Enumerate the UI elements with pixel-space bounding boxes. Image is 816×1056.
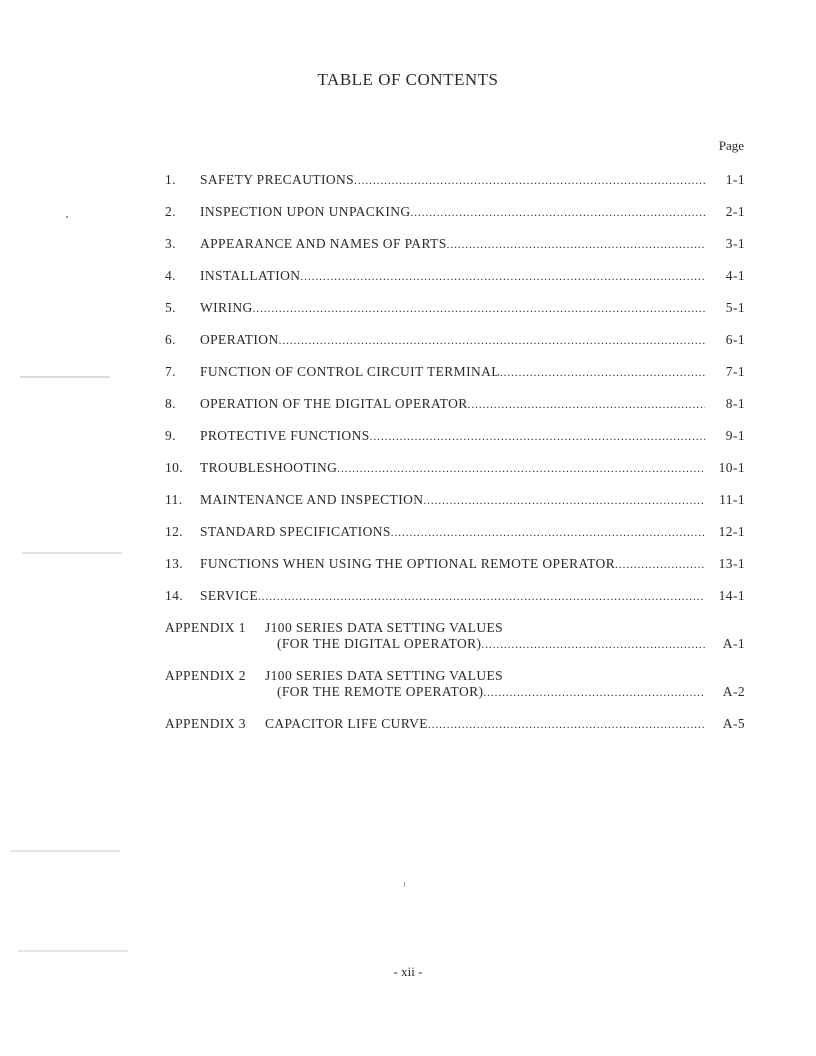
toc-entry-title: MAINTENANCE AND INSPECTION bbox=[200, 492, 424, 507]
appendix-title-line2: (FOR THE REMOTE OPERATOR) bbox=[277, 684, 484, 699]
toc-entry bbox=[165, 428, 745, 460]
appendix-title: CAPACITOR LIFE CURVE bbox=[265, 716, 428, 731]
toc-entry bbox=[165, 396, 745, 428]
toc-entry bbox=[165, 524, 745, 556]
page-number-footer: - xii - bbox=[393, 964, 423, 979]
toc-entry-number: 11. bbox=[165, 492, 183, 507]
toc-entry bbox=[165, 172, 745, 204]
toc-entry-number: 6. bbox=[165, 332, 176, 347]
toc-entry-number: 4. bbox=[165, 268, 176, 283]
toc-entry-page: 4-1 bbox=[725, 268, 745, 283]
toc-entry-title: APPEARANCE AND NAMES OF PARTS bbox=[200, 236, 447, 251]
appendix-entry bbox=[165, 668, 745, 716]
toc-entry-number: 9. bbox=[165, 428, 176, 443]
toc-entry-page: 10-1 bbox=[718, 460, 745, 475]
appendix-page: A-5 bbox=[722, 716, 745, 731]
toc-entry-page: 6-1 bbox=[725, 332, 745, 347]
toc-entry-title: FUNCTIONS WHEN USING THE OPTIONAL REMOTE OPERATOR bbox=[200, 556, 616, 571]
scan-speck bbox=[22, 552, 122, 554]
toc-entry-number: 7. bbox=[165, 364, 176, 379]
appendix-title-line1: J100 SERIES DATA SETTING VALUES bbox=[265, 620, 504, 635]
toc-entry-number: 14. bbox=[165, 588, 184, 603]
toc-entry-number: 10. bbox=[165, 460, 184, 475]
toc-entry-number: 13. bbox=[165, 556, 184, 571]
toc-entry bbox=[165, 460, 745, 492]
toc-entry-title: INSTALLATION bbox=[200, 268, 301, 283]
appendix-entry bbox=[165, 620, 745, 668]
toc-entry bbox=[165, 492, 745, 524]
scan-speck bbox=[66, 216, 68, 218]
appendix-label: APPENDIX 3 bbox=[165, 716, 246, 731]
appendix-label: APPENDIX 2 bbox=[165, 668, 246, 683]
toc-entry-title: STANDARD SPECIFICATIONS bbox=[200, 524, 391, 539]
toc-entry-page: 7-1 bbox=[725, 364, 745, 379]
appendix-page: A-2 bbox=[722, 684, 745, 699]
toc-entry-number: 12. bbox=[165, 524, 184, 539]
toc-entry-number: 1. bbox=[165, 172, 176, 187]
toc-entry bbox=[165, 588, 745, 620]
page-title: TABLE OF CONTENTS bbox=[317, 70, 499, 89]
toc-entry-title: OPERATION bbox=[200, 332, 279, 347]
scan-speck bbox=[18, 950, 128, 952]
toc-entry-title: SAFETY PRECAUTIONS bbox=[200, 172, 355, 187]
toc-entry-page: 13-1 bbox=[718, 556, 745, 571]
toc-entry bbox=[165, 268, 745, 300]
toc-entry bbox=[165, 556, 745, 588]
appendix-title-line2: (FOR THE DIGITAL OPERATOR) bbox=[277, 636, 482, 651]
appendix-label: APPENDIX 1 bbox=[165, 620, 246, 635]
toc-entry-title: INSPECTION UPON UNPACKING bbox=[200, 204, 411, 219]
toc-entry bbox=[165, 204, 745, 236]
page-column-header: Page bbox=[718, 138, 744, 153]
toc-entry-number: 8. bbox=[165, 396, 176, 411]
toc-entry-page: 14-1 bbox=[718, 588, 745, 603]
toc-entry bbox=[165, 236, 745, 268]
scan-speck bbox=[404, 882, 405, 887]
scan-speck bbox=[10, 850, 120, 852]
toc-entry bbox=[165, 332, 745, 364]
toc-entry-title: SERVICE bbox=[200, 588, 258, 603]
toc-entry-page: 8-1 bbox=[725, 396, 745, 411]
toc-entry-number: 5. bbox=[165, 300, 176, 315]
toc-list bbox=[165, 172, 745, 746]
toc-entry-page: 11-1 bbox=[719, 492, 745, 507]
appendix-title-line1: J100 SERIES DATA SETTING VALUES bbox=[265, 668, 504, 683]
toc-entry-title: TROUBLESHOOTING bbox=[200, 460, 338, 475]
toc-entry bbox=[165, 364, 745, 396]
appendix-entry bbox=[165, 716, 745, 746]
toc-entry-page: 12-1 bbox=[718, 524, 745, 539]
toc-entry-title: OPERATION OF THE DIGITAL OPERATOR bbox=[200, 396, 468, 411]
toc-entry bbox=[165, 300, 745, 332]
toc-entry-page: 1-1 bbox=[725, 172, 745, 187]
appendix-page: A-1 bbox=[722, 636, 745, 651]
toc-entry-title: WIRING bbox=[200, 300, 253, 315]
toc-entry-page: 3-1 bbox=[725, 236, 745, 251]
toc-entry-number: 2. bbox=[165, 204, 176, 219]
toc-entry-page: 9-1 bbox=[725, 428, 745, 443]
scan-speck bbox=[20, 376, 110, 378]
toc-entry-title: PROTECTIVE FUNCTIONS bbox=[200, 428, 370, 443]
toc-entry-page: 5-1 bbox=[725, 300, 745, 315]
toc-entry-number: 3. bbox=[165, 236, 176, 251]
toc-entry-page: 2-1 bbox=[725, 204, 745, 219]
toc-entry-title: FUNCTION OF CONTROL CIRCUIT TERMINAL bbox=[200, 364, 500, 379]
